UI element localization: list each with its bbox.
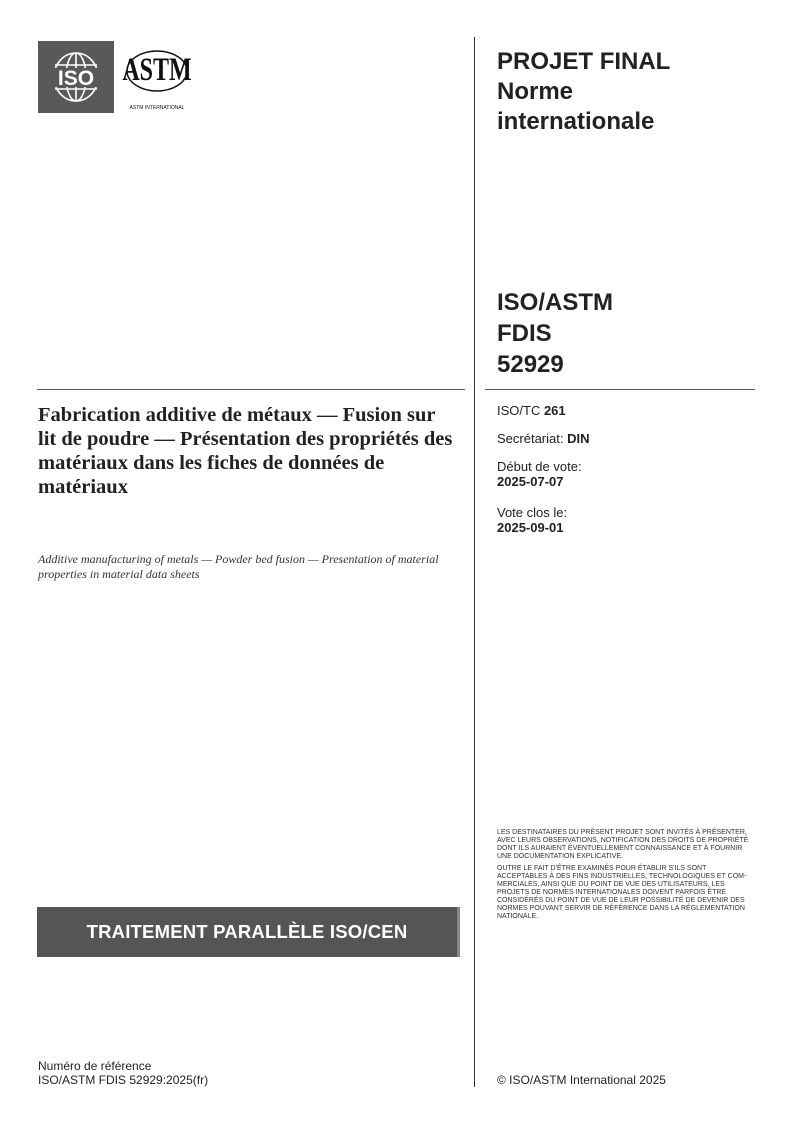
title-french: Fabrication additive de métaux — Fusion sur lit de poudre — Présentation des propriétés des matériaux dans les fiches de données de matériaux	[38, 404, 453, 498]
vote-end	[497, 505, 567, 535]
doc-id-line-3: 52929	[497, 351, 564, 378]
iso-logo-text: ISO	[57, 67, 95, 90]
secretariat-value: DIN	[567, 431, 590, 446]
astm-emblem-icon	[117, 41, 197, 113]
recipients-notice	[497, 829, 757, 925]
column-divider	[474, 37, 475, 1087]
vote-start-value: 2025-07-07	[497, 474, 564, 489]
tc-value: 261	[543, 403, 566, 418]
vote-end-label: Vote clos le:	[497, 505, 568, 520]
title-divider-left	[37, 389, 465, 390]
technical-committee	[497, 403, 566, 418]
status-line-3: internationale	[497, 108, 655, 135]
iso-globe-icon	[38, 41, 114, 113]
secretariat-label: Secrétariat:	[497, 431, 568, 446]
astm-caption: ASTM INTERNATIONAL	[129, 105, 185, 111]
secretariat	[497, 431, 589, 446]
status-line-1: PROJET FINAL	[497, 48, 671, 75]
title-english: Additive manufacturing of metals — Powder bed fusion — Presentation of material properties in material data sheets	[38, 552, 439, 581]
vote-start	[497, 459, 582, 489]
notice-paragraph-1: LES DESTINATAIRES DU PRÉSENT PROJET SONT INVITÉS À PRÉSENTER, AVEC LEURS OBSERVATIONS, NOTIFICATION DES DROITS DE PROPRIÉTÉ DONT ILS AURAIENT ÉVENTUELLEMENT CONNAISSANCE ET À FOURNIR UNE DOCUMENTATION EXPLICATIVE.	[497, 829, 749, 860]
parallel-processing-banner: TRAITEMENT PARALLÈLE ISO/CEN	[37, 907, 460, 957]
tc-label: ISO/TC	[497, 403, 544, 418]
reference-number	[38, 1059, 208, 1087]
title-divider-right	[485, 389, 755, 390]
iso-logo	[38, 41, 114, 113]
document-id	[497, 287, 613, 380]
copyright: © ISO/ASTM International 2025	[497, 1073, 666, 1087]
vote-start-label: Début de vote:	[497, 459, 582, 474]
vote-end-value: 2025-09-01	[497, 520, 564, 535]
reference-value: ISO/ASTM FDIS 52929:2025(fr)	[38, 1073, 209, 1087]
doc-id-line-1: ISO/ASTM	[497, 289, 614, 316]
doc-id-line-2: FDIS	[497, 320, 552, 347]
status-line-2: Norme	[497, 78, 574, 105]
svg-text:ASTM: ASTM	[122, 52, 192, 89]
document-status	[497, 47, 670, 137]
reference-label: Numéro de référence	[38, 1059, 152, 1073]
astm-logo	[117, 41, 197, 113]
notice-paragraph-2: OUTRE LE FAIT D'ÊTRE EXAMINÉS POUR ÉTABLIR S'ILS SONT ACCEPTABLES À DES FINS INDUSTRIELLES, TECHNOLOGIQUES ET COM-MERCIALES, AINSI QUE DU POINT DE VUE DES UTILISATEURS, LES PROJETS DE NORMES INTERNATIONALES DOIVENT PARFOIS ÊTRE CONSIDÉRÉS DU POINT DE VUE DE LEUR POSSIBILITÉ DE DEVENIR DES NORMES POUVANT SERVIR DE RÉFÉRENCE DANS LA RÉGLEMENTATION NATIONALE.	[497, 865, 747, 920]
